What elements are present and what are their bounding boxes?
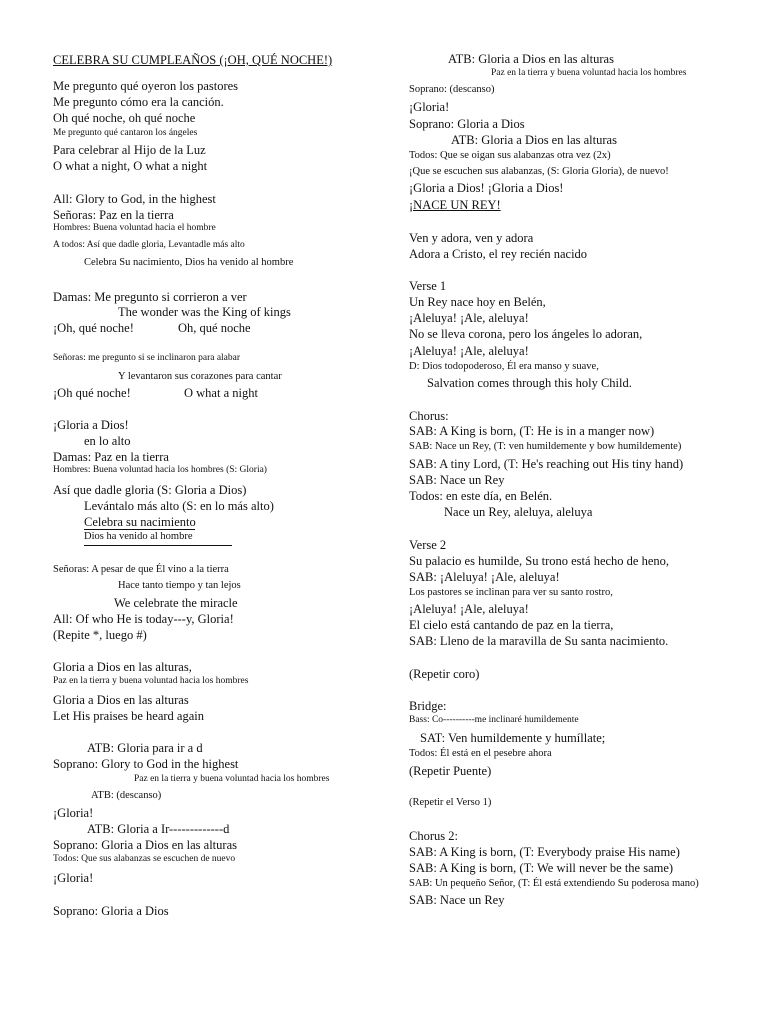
lyric-line: Gloria a Dios en las alturas xyxy=(53,693,189,707)
lyric-line: We celebrate the miracle xyxy=(114,596,238,610)
lyric-line: ¡Gloria! xyxy=(409,100,450,114)
lyric-line: ¡Aleluya! ¡Ale, aleluya! xyxy=(409,602,529,616)
lyric-line: ¡Que se escuchen sus alabanzas, (S: Gloria Gloria), de nuevo! xyxy=(409,166,669,177)
lyric-line: SAB: A tiny Lord, (T: He's reaching out His tiny hand) xyxy=(409,457,684,471)
lyric-line: (Repetir coro) xyxy=(409,667,480,681)
lyric-line: Adora a Cristo, el rey recién nacido xyxy=(409,247,588,261)
lyric-line: ¡Oh qué noche! xyxy=(53,386,131,400)
lyric-line: Todos: Que sus alabanzas se escuchen de nuevo xyxy=(53,854,236,864)
lyric-line: Oh, qué noche xyxy=(178,321,251,335)
lyric-line: Soprano: Gloria a Dios en las alturas xyxy=(53,838,237,852)
lyric-line: Damas: Paz en la tierra xyxy=(53,450,169,464)
lyric-line: The wonder was the King of kings xyxy=(118,305,291,319)
lyric-line: Gloria a Dios en las alturas, xyxy=(53,660,192,674)
lyric-line: Señoras: A pesar de que Él vino a la tierra xyxy=(53,564,229,575)
lyric-line: SAB: Nace un Rey xyxy=(409,893,505,907)
underline-rule xyxy=(84,545,232,546)
lyric-line: Salvation comes through this holy Child. xyxy=(427,376,632,390)
lyric-line: SAB: Un pequeño Señor, (T: Él está extendiendo Su poderosa mano) xyxy=(409,878,699,889)
lyric-line: Señoras: Paz en la tierra xyxy=(53,208,174,222)
lyric-line: ¡Aleluya! ¡Ale, aleluya! xyxy=(409,311,529,325)
section-heading: Chorus 2: xyxy=(409,829,458,843)
lyric-line: A todos: Así que dadle gloria, Levantadle más alto xyxy=(53,240,245,250)
lyric-line: SAB: ¡Aleluya! ¡Ale, aleluya! xyxy=(409,570,560,584)
lyric-line: Celebra su nacimiento xyxy=(84,515,196,529)
lyric-line: D: Dios todopoderoso, Él era manso y suave, xyxy=(409,361,599,372)
lyric-line: Soprano: Gloria a Dios xyxy=(53,904,169,918)
section-heading: Chorus: xyxy=(409,409,449,423)
lyric-line: Hombres: Buena voluntad hacia los hombres (S: Gloria) xyxy=(53,465,267,475)
lyric-line: SAB: A King is born, (T: Everybody praise His name) xyxy=(409,845,680,859)
lyric-line: SAB: A King is born, (T: We will never be the same) xyxy=(409,861,674,875)
lyric-line: Soprano: (descanso) xyxy=(409,84,495,95)
lyric-line: Un Rey nace hoy en Belén, xyxy=(409,295,546,309)
lyric-line: Dios ha venido al hombre xyxy=(84,531,193,542)
lyric-line: O what a night, O what a night xyxy=(53,159,208,173)
lyric-line: Todos: en este día, en Belén. xyxy=(409,489,553,503)
lyric-line: Así que dadle gloria (S: Gloria a Dios) xyxy=(53,483,247,497)
lyric-line: Paz en la tierra y buena voluntad hacia los hombres xyxy=(53,676,249,686)
underline-rule xyxy=(84,529,195,530)
lyric-line: ¡Gloria a Dios! ¡Gloria a Dios! xyxy=(409,181,564,195)
lyric-line: Soprano: Gloria a Dios xyxy=(409,117,525,131)
lyric-line: Levántalo más alto (S: en lo más alto) xyxy=(84,499,274,513)
lyric-line: Paz en la tierra y buena voluntad hacia los hombres xyxy=(491,68,687,78)
lyric-line: Señoras: me pregunto si se inclinaron para alabar xyxy=(53,353,241,363)
lyric-line: Me pregunto qué oyeron los pastores xyxy=(53,79,239,93)
lyric-line: SAT: Ven humildemente y humíllate; xyxy=(420,731,606,745)
lyric-line: Todos: Él está en el pesebre ahora xyxy=(409,748,552,759)
lyric-line: SAB: Nace un Rey, (T: ven humildemente y bow humildemente) xyxy=(409,441,682,452)
lyric-line: Celebra Su nacimiento, Dios ha venido al hombre xyxy=(84,257,294,268)
lyric-line: Damas: Me pregunto si corrieron a ver xyxy=(53,290,247,304)
lyric-line: Oh qué noche, oh qué noche xyxy=(53,111,196,125)
lyric-line: Todos: Que se oigan sus alabanzas otra vez (2x) xyxy=(409,150,611,161)
section-heading: Verse 1 xyxy=(409,279,447,293)
lyric-line: (Repetir Puente) xyxy=(409,764,492,778)
lyric-line: Me pregunto cómo era la canción. xyxy=(53,95,224,109)
lyric-line: No se lleva corona, pero los ángeles lo adoran, xyxy=(409,327,643,341)
lyric-line: Let His praises be heard again xyxy=(53,709,204,723)
lyric-line: ATB: Gloria para ir a d xyxy=(87,741,203,755)
lyric-line: ATB: (descanso) xyxy=(91,790,162,801)
lyric-line: Soprano: Glory to God in the highest xyxy=(53,757,239,771)
lyric-line: (Repetir el Verso 1) xyxy=(409,797,492,808)
lyric-line: Y levantaron sus corazones para cantar xyxy=(118,371,282,382)
song-title: CELEBRA SU CUMPLEAÑOS (¡OH, QUÉ NOCHE!) xyxy=(53,53,333,67)
lyric-line: SAB: A King is born, (T: He is in a manger now) xyxy=(409,424,655,438)
section-heading: Verse 2 xyxy=(409,538,447,552)
lyric-line: ¡Oh, qué noche! xyxy=(53,321,134,335)
lyric-line: O what a night xyxy=(184,386,258,400)
lyric-line: Paz en la tierra y buena voluntad hacia los hombres xyxy=(134,774,330,784)
lyric-line: Su palacio es humilde, Su trono está hecho de heno, xyxy=(409,554,670,568)
lyric-line: en lo alto xyxy=(84,434,131,448)
lyric-line: ATB: Gloria a Dios en las alturas xyxy=(448,52,614,66)
lyric-line: SAB: Nace un Rey xyxy=(409,473,505,487)
lyric-line: (Repite *, luego #) xyxy=(53,628,147,642)
lyric-line: Hace tanto tiempo y tan lejos xyxy=(118,580,241,591)
lyric-line: Bass: Co----------me inclinaré humildemente xyxy=(409,715,579,725)
lyric-line: Hombres: Buena voluntad hacia el hombre xyxy=(53,223,216,233)
lyric-line: ¡Aleluya! ¡Ale, aleluya! xyxy=(409,344,529,358)
section-heading: ¡NACE UN REY! xyxy=(409,198,501,212)
lyric-line: Nace un Rey, aleluya, aleluya xyxy=(444,505,593,519)
lyric-line: All: Of who He is today---y, Gloria! xyxy=(53,612,234,626)
lyric-line: El cielo está cantando de paz en la tierra, xyxy=(409,618,614,632)
lyric-line: All: Glory to God, in the highest xyxy=(53,192,216,206)
lyric-line: ATB: Gloria a Ir-------------d xyxy=(87,822,230,836)
lyric-line: ¡Gloria! xyxy=(53,871,94,885)
lyric-line: Para celebrar al Hijo de la Luz xyxy=(53,143,206,157)
lyric-line: Los pastores se inclinan para ver su santo rostro, xyxy=(409,587,613,598)
lyric-line: Ven y adora, ven y adora xyxy=(409,231,534,245)
lyric-line: ¡Gloria! xyxy=(53,806,94,820)
lyric-line: ¡Gloria a Dios! xyxy=(53,418,129,432)
lyric-line: ATB: Gloria a Dios en las alturas xyxy=(451,133,617,147)
lyric-line: Me pregunto qué cantaron los ángeles xyxy=(53,128,198,138)
lyric-line: SAB: Lleno de la maravilla de Su santa nacimiento. xyxy=(409,634,669,648)
section-heading: Bridge: xyxy=(409,699,447,713)
